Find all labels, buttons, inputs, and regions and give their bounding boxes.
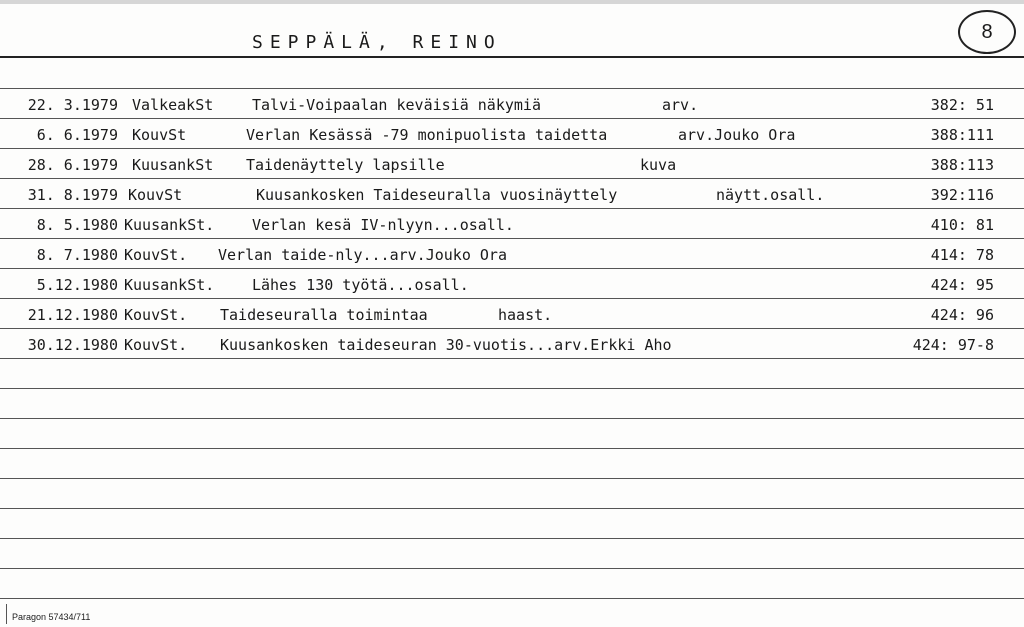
entry-note: arv.Jouko Ora	[678, 126, 796, 144]
entry-row	[0, 208, 1024, 238]
entry-reference: 382: 51	[930, 96, 994, 114]
entry-title: Kuusankosken Taideseuralla vuosinäyttely	[256, 186, 618, 204]
entry-date: 8. 7.1980	[36, 246, 118, 264]
entry-reference: 410: 81	[930, 216, 994, 234]
entry-date: 30.12.1980	[27, 336, 118, 354]
entry-date: 5.12.1980	[36, 276, 118, 294]
entry-row	[0, 148, 1024, 178]
entry-publication: KouvSt.	[124, 246, 188, 264]
entry-note: haast.	[498, 306, 553, 324]
entry-title: Verlan Kesässä -79 monipuolista taidetta	[246, 126, 608, 144]
entry-note: arv.	[662, 96, 699, 114]
entry-row	[0, 118, 1024, 148]
entry-row	[0, 88, 1024, 118]
ruled-line	[0, 538, 1024, 539]
ruled-line	[0, 388, 1024, 389]
entry-reference: 392:116	[930, 186, 994, 204]
entry-publication: KouvSt	[128, 186, 183, 204]
entry-reference: 414: 78	[930, 246, 994, 264]
ruled-line	[0, 568, 1024, 569]
entry-publication: KouvSt.	[124, 336, 188, 354]
entry-date: 31. 8.1979	[27, 186, 118, 204]
entry-reference: 388:111	[930, 126, 994, 144]
entry-date: 28. 6.1979	[27, 156, 118, 174]
ruled-line	[0, 358, 1024, 359]
entry-title: Taidenäyttely lapsille	[246, 156, 445, 174]
entry-reference: 424: 97-8	[912, 336, 994, 354]
entry-publication: KuusankSt	[132, 156, 214, 174]
ruled-line	[0, 478, 1024, 479]
entry-note: näytt.osall.	[716, 186, 825, 204]
ruled-line	[0, 598, 1024, 599]
ruled-line	[0, 418, 1024, 419]
person-name: SEPPÄLÄ, REINO	[252, 32, 502, 53]
entry-date: 21.12.1980	[27, 306, 118, 324]
entry-row	[0, 298, 1024, 328]
entry-date: 8. 5.1980	[36, 216, 118, 234]
entry-note: kuva	[640, 156, 677, 174]
entry-title: Talvi-Voipaalan keväisiä näkymiä	[252, 96, 541, 114]
header-rule	[0, 56, 1024, 58]
entry-row	[0, 238, 1024, 268]
entry-row	[0, 178, 1024, 208]
entry-reference: 424: 95	[930, 276, 994, 294]
entry-publication: KouvSt.	[124, 306, 188, 324]
entry-row	[0, 328, 1024, 358]
entry-reference: 424: 96	[930, 306, 994, 324]
entry-date: 6. 6.1979	[36, 126, 118, 144]
entry-publication: KuusankSt.	[124, 276, 215, 294]
entry-title: Lähes 130 työtä...osall.	[252, 276, 469, 294]
entry-title: Taideseuralla toimintaa	[220, 306, 428, 324]
entry-title: Kuusankosken taideseuran 30-vuotis...arv.Erkki Aho	[220, 336, 672, 354]
card-number-circle: 8	[958, 10, 1016, 54]
entry-title: Verlan kesä IV-nlyyn...osall.	[252, 216, 514, 234]
entry-date: 22. 3.1979	[27, 96, 118, 114]
card-top-edge	[0, 0, 1024, 4]
ruled-line	[0, 448, 1024, 449]
entry-title: Verlan taide-nly...arv.Jouko Ora	[218, 246, 507, 264]
entry-publication: KouvSt	[132, 126, 187, 144]
ruled-line	[0, 508, 1024, 509]
printer-mark: Paragon 57434/711	[12, 612, 91, 622]
margin-tick	[6, 604, 7, 624]
entry-reference: 388:113	[930, 156, 994, 174]
entry-publication: ValkeakSt	[132, 96, 214, 114]
entry-row	[0, 268, 1024, 298]
entry-publication: KuusankSt.	[124, 216, 215, 234]
